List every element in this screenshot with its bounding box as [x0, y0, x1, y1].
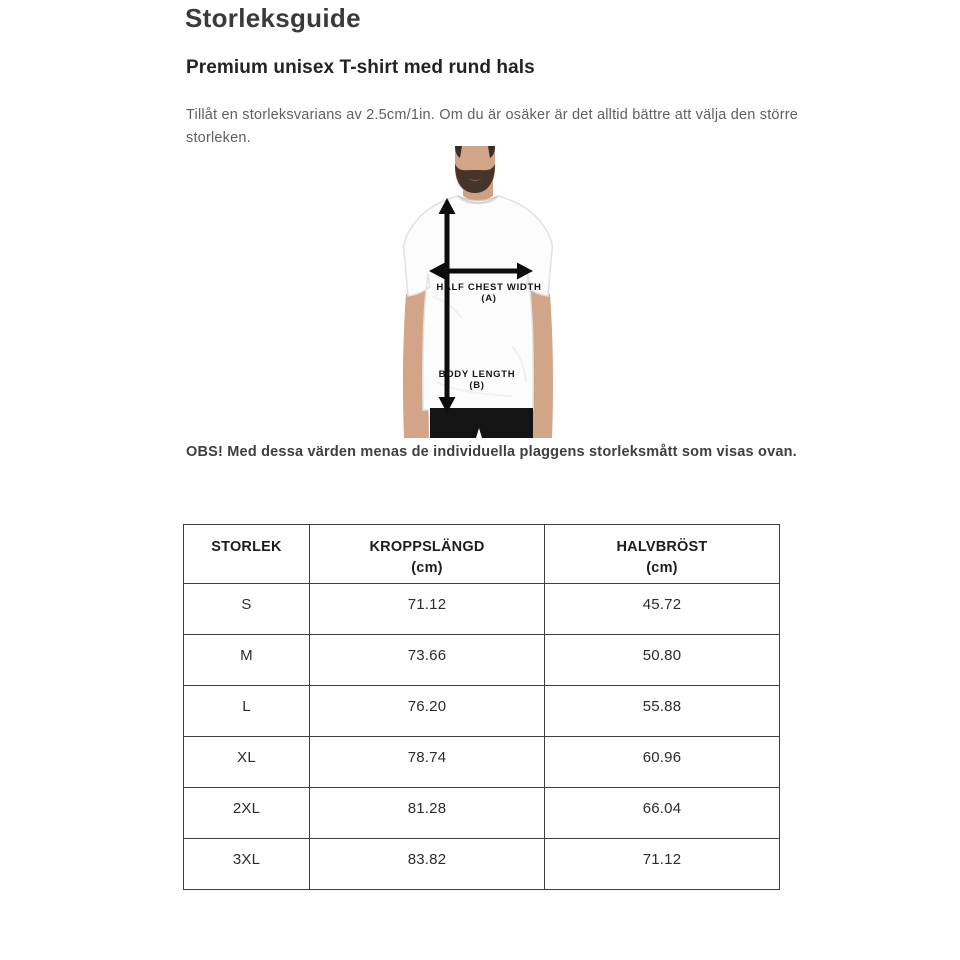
- table-header-row: [184, 525, 780, 584]
- size-table: [183, 524, 780, 890]
- cell-size: 3XL: [184, 839, 310, 890]
- col-header-label: HALVBRÖST: [616, 539, 708, 555]
- half-chest-width-ref: (A): [481, 293, 497, 304]
- cell-length: 81.28: [310, 788, 545, 839]
- cell-length: 73.66: [310, 635, 545, 686]
- col-header-kroppslangd: [310, 525, 545, 584]
- intro-line-2: storleken.: [186, 130, 251, 146]
- table-row: [184, 839, 780, 890]
- cell-length: 78.74: [310, 737, 545, 788]
- cell-chest: 71.12: [545, 839, 780, 890]
- size-variance-paragraph: [186, 104, 806, 150]
- intro-line-1: Tillåt en storleksvarians av 2.5cm/1in. Om du är osäker är det alltid bättre att välja den större: [186, 107, 799, 123]
- cell-chest: 50.80: [545, 635, 780, 686]
- table-row: [184, 686, 780, 737]
- cell-size: S: [184, 584, 310, 635]
- cell-chest: 55.88: [545, 686, 780, 737]
- col-header-halvbrost: [545, 525, 780, 584]
- col-header-unit: (cm): [411, 560, 443, 576]
- pants: [430, 408, 533, 438]
- tshirt-measurement-image: [392, 146, 612, 438]
- col-header-unit: (cm): [646, 560, 678, 576]
- body-length-label: BODY LENGTH: [438, 369, 516, 380]
- page-title: Storleksguide: [185, 3, 361, 33]
- product-subtitle: Premium unisex T-shirt med rund hals: [186, 57, 535, 78]
- body-length-ref: (B): [469, 380, 485, 391]
- cell-chest: 60.96: [545, 737, 780, 788]
- table-row: [184, 584, 780, 635]
- cell-size: M: [184, 635, 310, 686]
- cell-length: 83.82: [310, 839, 545, 890]
- table-row: [184, 788, 780, 839]
- cell-size: L: [184, 686, 310, 737]
- cell-size: 2XL: [184, 788, 310, 839]
- cell-size: XL: [184, 737, 310, 788]
- col-header-storlek: [184, 525, 310, 584]
- table-row: [184, 635, 780, 686]
- cell-chest: 45.72: [545, 584, 780, 635]
- cell-length: 76.20: [310, 686, 545, 737]
- tshirt-measurement-figure: [392, 146, 612, 438]
- col-header-label: STORLEK: [211, 539, 282, 555]
- cell-length: 71.12: [310, 584, 545, 635]
- col-header-label: KROPPSLÄNGD: [369, 539, 485, 555]
- half-chest-width-label: HALF CHEST WIDTH: [436, 282, 542, 293]
- cell-chest: 66.04: [545, 788, 780, 839]
- measurement-note: OBS! Med dessa värden menas de individuella plaggens storleksmått som visas ovan.: [186, 444, 797, 460]
- table-row: [184, 737, 780, 788]
